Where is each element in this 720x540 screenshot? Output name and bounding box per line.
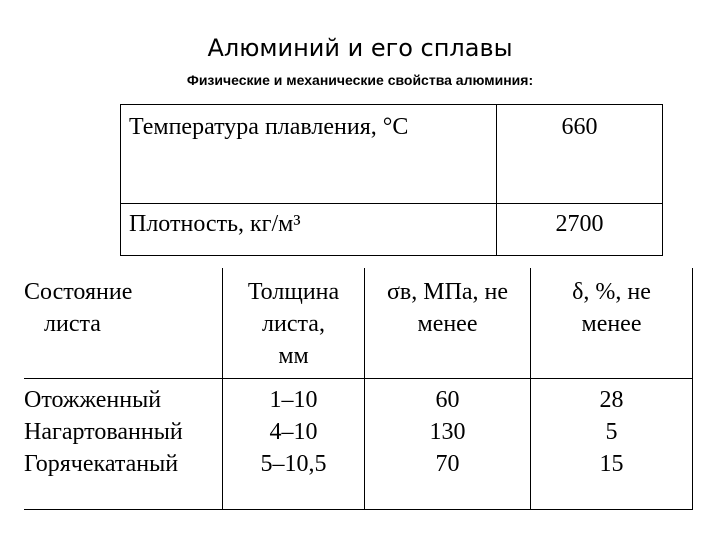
header-state xyxy=(24,276,222,340)
cell-strength: 60 xyxy=(435,387,460,413)
page-subtitle: Физические и механические свойства алюминия: xyxy=(186,72,534,88)
row-divider xyxy=(24,378,693,379)
column-thickness xyxy=(222,268,364,510)
column-state xyxy=(24,268,222,510)
sheet-properties-table xyxy=(24,268,693,510)
cell-elongation: 15 xyxy=(599,451,624,477)
header-thickness xyxy=(223,276,364,372)
property-value-cell xyxy=(496,203,663,256)
header-thickness-line: Толщина xyxy=(247,279,340,305)
header-strength-line: σв, МПа, не xyxy=(386,279,509,305)
state-values xyxy=(24,384,222,480)
property-label-cell xyxy=(120,203,497,256)
table-bottom-border xyxy=(24,509,693,510)
cell-state: Отожженный xyxy=(24,387,162,413)
cell-state: Горячекатаный xyxy=(24,451,179,477)
cell-elongation: 5 xyxy=(605,419,618,445)
header-state-line: листа xyxy=(44,311,101,337)
header-strength-line: менее xyxy=(417,311,478,337)
cell-state: Нагартованный xyxy=(24,419,183,445)
elongation-values xyxy=(531,384,692,480)
melting-point-value: 660 xyxy=(561,114,598,140)
cell-thickness: 5–10,5 xyxy=(260,451,327,477)
cell-strength: 70 xyxy=(435,451,460,477)
header-thickness-line: мм xyxy=(278,343,309,369)
header-elongation-line: δ, %, не xyxy=(572,279,651,305)
property-label-cell xyxy=(120,104,497,204)
strength-values xyxy=(365,384,530,480)
header-thickness-line: листа, xyxy=(262,311,325,337)
header-elongation-line: менее xyxy=(581,311,642,337)
column-strength xyxy=(364,268,530,510)
density-value: 2700 xyxy=(555,211,604,237)
header-state-line: Состояние xyxy=(24,279,133,305)
thickness-values xyxy=(223,384,364,480)
melting-point-label: Температура плавления, °С xyxy=(129,114,409,140)
cell-elongation: 28 xyxy=(599,387,624,413)
density-label: Плотность, кг/м³ xyxy=(129,211,301,237)
cell-strength: 130 xyxy=(429,419,466,445)
properties-table xyxy=(120,104,663,256)
column-elongation xyxy=(530,268,693,510)
cell-thickness: 4–10 xyxy=(269,419,318,445)
header-strength xyxy=(365,276,530,340)
property-value-cell xyxy=(496,104,663,204)
page-title: Алюминий и его сплавы xyxy=(207,34,513,62)
header-elongation xyxy=(531,276,692,340)
cell-thickness: 1–10 xyxy=(269,387,318,413)
